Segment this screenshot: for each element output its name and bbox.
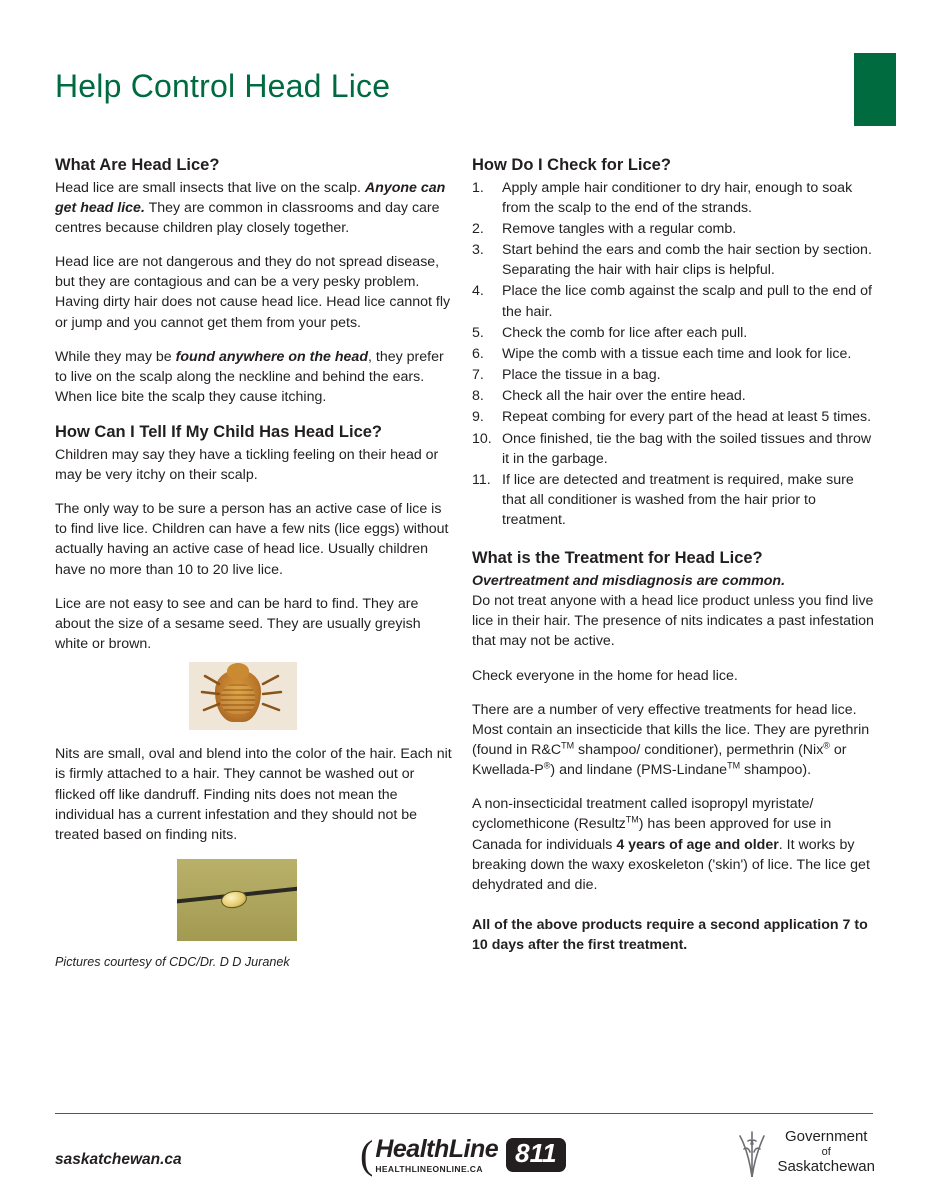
heading-treatment: What is the Treatment for Head Lice? (472, 549, 763, 568)
healthline-logo (360, 1133, 566, 1177)
government-line-3: Saskatchewan (777, 1158, 875, 1176)
section-treatment (472, 548, 875, 955)
step-number: 9. (472, 409, 484, 426)
healthline-wordmark (375, 1134, 499, 1174)
list-item (472, 323, 875, 343)
check-steps-list (472, 178, 875, 531)
step-text: Once finished, tie the bag with the soiled tissues and throw it in the garbage. (502, 430, 872, 467)
step-text: Remove tangles with a regular comb. (502, 220, 737, 237)
text-emphasis: found anywhere on the head (175, 348, 368, 365)
right-column (472, 155, 875, 984)
text-emphasis: Anyone can get head lice. (55, 179, 446, 216)
trademark-mark: TM (625, 814, 639, 825)
paragraph-live-lice: The only way to be sure a person has an active case of lice is to find live lice. Children can have a few nits (lice eggs) without actually having an active case of head lice. Usually children have no more than 10 to 20 live lice. (55, 501, 449, 578)
step-text: Check all the hair over the entire head. (502, 388, 746, 405)
step-number: 1. (472, 179, 484, 196)
paragraph-size-appearance: Lice are not easy to see and can be hard to find. They are about the size of a sesame seed. They are usually greyish white or brown. (55, 595, 421, 653)
list-item (472, 219, 875, 239)
paragraph-definition (55, 178, 454, 238)
treatment-subheading: Overtreatment and misdiagnosis are common. (472, 572, 786, 589)
step-number: 3. (472, 242, 484, 259)
step-number: 6. (472, 345, 484, 362)
list-item (472, 240, 875, 280)
trademark-mark: TM (561, 740, 575, 751)
step-number: 4. (472, 283, 484, 300)
text-run: , they prefer to live on the scalp along the neckline and behind the ears. When lice bite the scalp they cause itching. (55, 348, 444, 406)
list-item (472, 386, 875, 406)
photo-credit: Pictures courtesy of CDC/Dr. D D Juranek (55, 955, 290, 969)
text-run: ) and lindane (PMS-Lindane (550, 762, 728, 779)
step-text: Check the comb for lice after each pull. (502, 324, 748, 341)
paragraph-do-not-treat: Do not treat anyone with a head lice product unless you find live lice in their hair. The presence of nits indicates a past infestation that may not be active. (472, 593, 874, 650)
text-run: They are common in classrooms and day care centres because children play closely together. (55, 199, 440, 236)
paragraph-nits: Nits are small, oval and blend into the color of the hair. Each nit is firmly attached to a hair. They cannot be washed out or flicked off like dandruff. Finding nits does not mean the individual has a current infestation and they should not be treated based on finding nits. (55, 746, 452, 843)
list-item (472, 365, 875, 385)
healthline-url: HEALTHLINEONLINE.CA (375, 1163, 483, 1174)
content-columns (55, 155, 875, 984)
step-text: Place the lice comb against the scalp and pull to the end of the hair. (502, 283, 872, 320)
section-how-do-i-check (472, 155, 875, 530)
paragraph-location-on-head (55, 347, 454, 407)
paragraph-symptoms: Children may say they have a tickling feeling on their head or may be very itchy on their scalp. (55, 446, 439, 483)
step-number: 10. (472, 430, 492, 447)
registered-mark: ® (823, 740, 830, 751)
government-wordmark (777, 1128, 875, 1176)
text-run: shampoo). (740, 762, 812, 779)
paragraph-check-everyone: Check everyone in the home for head lice. (472, 667, 738, 684)
text-run: . It works by breaking down the waxy exoskeleton ('skin') of lice. The lice get dehydrated and die. (472, 836, 870, 893)
paragraph-not-dangerous: Head lice are not dangerous and they do not spread disease, but they are contagious and can be a very pesky problem. Having dirty hair does not cause head lice. Head lice cannot fly or jump and you cannot get them from your pets. (55, 254, 451, 331)
list-item (472, 470, 875, 530)
list-item (472, 407, 875, 427)
page-footer (55, 1125, 875, 1195)
government-line-2: of (821, 1145, 831, 1158)
list-item (472, 429, 875, 469)
heading-what-are-head-lice: What Are Head Lice? (55, 156, 220, 174)
step-number: 7. (472, 367, 484, 384)
step-text: Start behind the ears and comb the hair section by section. Separating the hair with hair clips is helpful. (502, 242, 872, 279)
section-what-are-head-lice (55, 155, 454, 407)
registered-mark: ® (543, 760, 551, 771)
list-item (472, 344, 875, 364)
step-text: Apply ample hair conditioner to dry hair, enough to soak from the scalp to the end of the strands. (502, 179, 853, 216)
text-run: ) has been approved for use in Canada for individuals (472, 816, 832, 853)
step-text: Wipe the comb with a tissue each time and look for lice. (502, 345, 852, 362)
phone-handset-icon: ( (360, 1132, 374, 1177)
footer-divider (55, 1113, 873, 1114)
healthline-number: 811 (506, 1138, 565, 1171)
paragraph-second-application: All of the above products require a second application 7 to 10 days after the first treatment. (472, 917, 868, 954)
nit-illustration (220, 889, 249, 910)
trademark-mark: TM (727, 760, 741, 771)
text-run: There are a number of very effective treatments for head lice. Most contain an insecticide that kills the lice. They are pyrethrin (found in R&C (472, 701, 870, 758)
section-how-can-i-tell (55, 422, 454, 969)
step-number: 5. (472, 324, 484, 341)
louse-legs-illustration (189, 662, 297, 730)
green-corner-tab (854, 53, 896, 126)
wheat-sheaf-icon (735, 1127, 769, 1177)
text-run: While they may be (55, 348, 176, 365)
photo-nit-on-hair (177, 859, 297, 941)
step-number: 8. (472, 388, 484, 405)
list-item (472, 178, 875, 218)
text-run: A non-insecticidal treatment called isopropyl myristate/ cyclomethicone (Resultz (472, 796, 814, 833)
healthline-name: HealthLine (375, 1134, 499, 1163)
government-line-1: Government (784, 1128, 868, 1146)
photo-adult-louse (189, 662, 297, 730)
left-column (55, 155, 454, 984)
step-text: Place the tissue in a bag. (502, 367, 661, 384)
step-text: Repeat combing for every part of the head at least 5 times. (502, 409, 872, 426)
text-run: or Kwellada-P (472, 742, 847, 779)
text-run: shampoo/ conditioner), permethrin (Nix (574, 742, 824, 758)
list-item (472, 281, 875, 321)
step-number: 2. (472, 220, 484, 237)
text-run: Head lice are small insects that live on the scalp. (55, 179, 365, 196)
paragraph-non-insecticidal (472, 794, 875, 895)
paragraph-insecticide-treatments (472, 700, 875, 781)
text-emphasis: 4 years of age and older (616, 836, 779, 853)
step-number: 11. (472, 471, 491, 488)
website-url[interactable]: saskatchewan.ca (55, 1151, 182, 1168)
page-title: Help Control Head Lice (55, 68, 391, 104)
government-of-saskatchewan-logo (735, 1127, 875, 1177)
step-text: If lice are detected and treatment is required, make sure that all conditioner is washed from the hair prior to treatment. (502, 471, 854, 529)
heading-how-can-i-tell: How Can I Tell If My Child Has Head Lice? (55, 423, 382, 442)
heading-how-do-i-check: How Do I Check for Lice? (472, 156, 671, 174)
